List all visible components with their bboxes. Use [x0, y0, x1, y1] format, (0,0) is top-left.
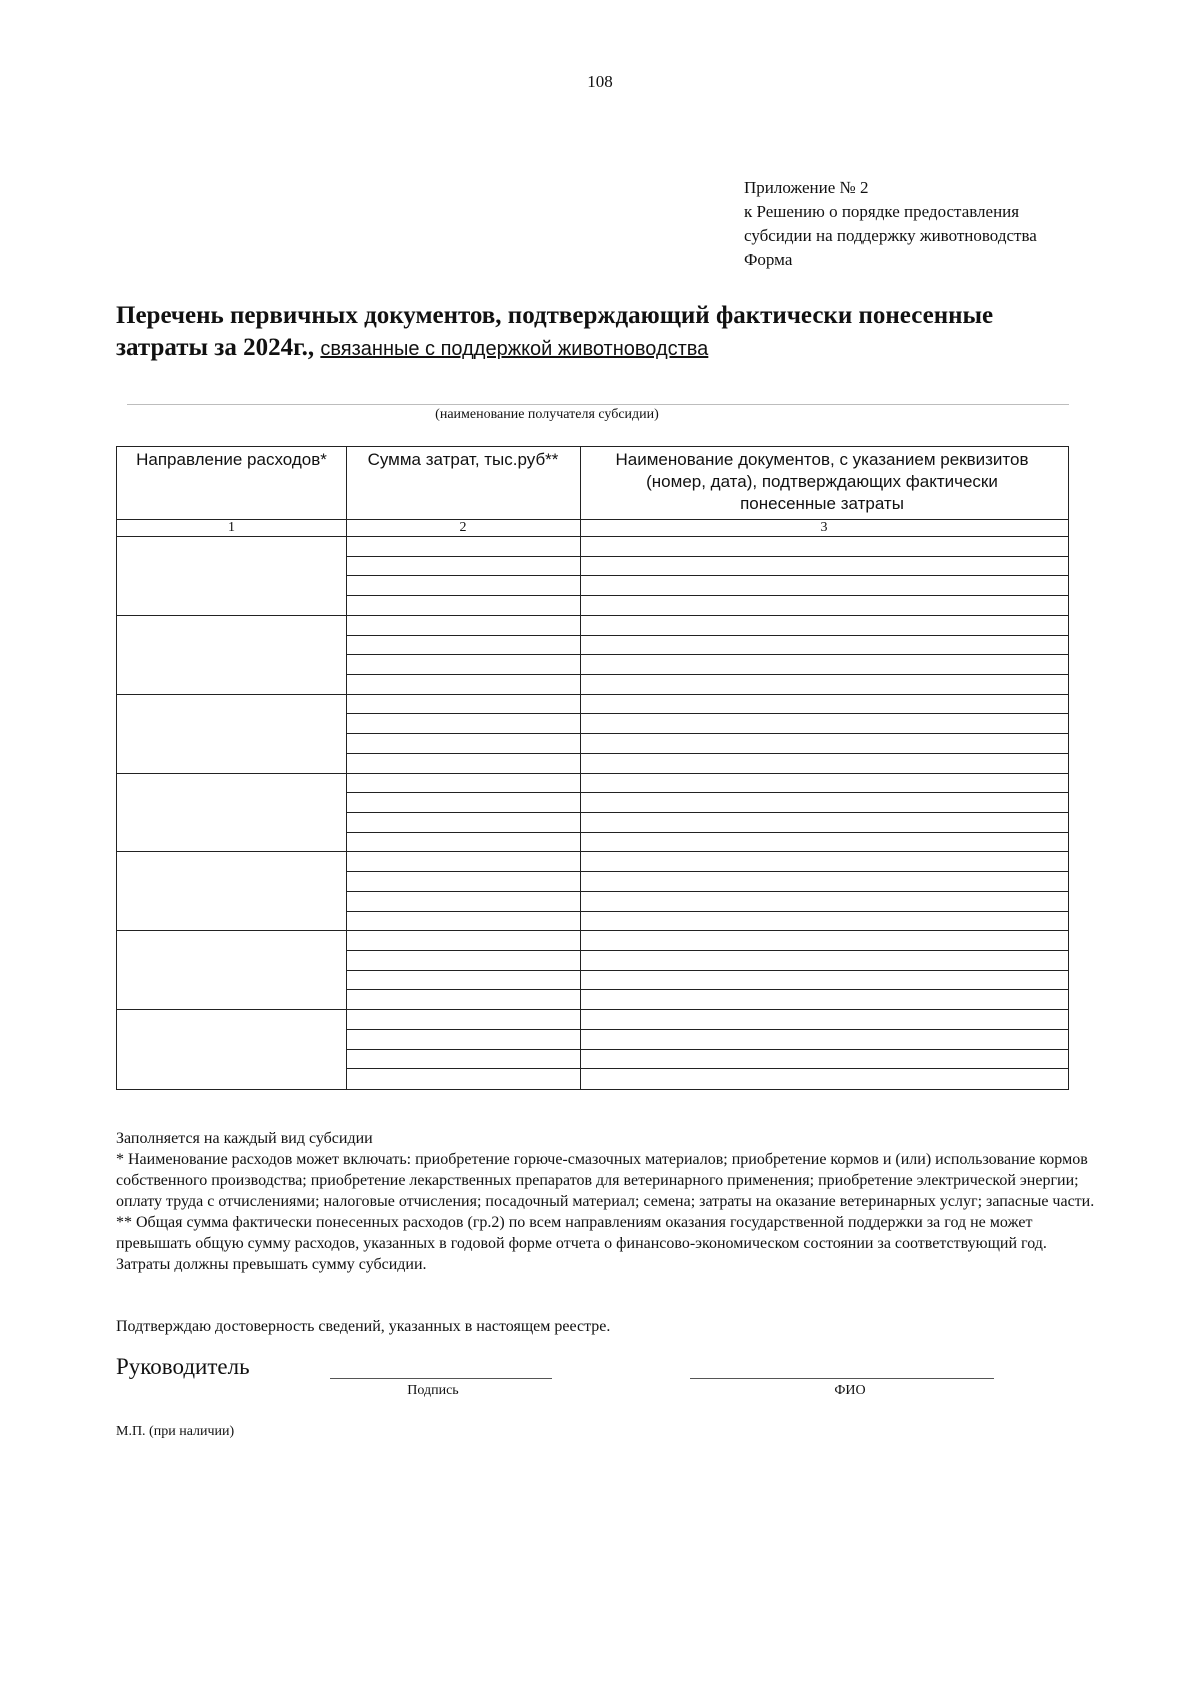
- expense-amount-cell[interactable]: [346, 1069, 580, 1089]
- expense-amount-cell[interactable]: [346, 1030, 580, 1049]
- expense-amount-cell[interactable]: [346, 852, 580, 871]
- expense-amount-cell[interactable]: [346, 774, 580, 793]
- note-total-limit: ** Общая сумма фактически понесенных расходов (гр.2) по всем направлениям оказания государственной поддержки за год не может превышать общую сумму расходов, указанных в годовой форме отчета о финансово-экономическом состоянии за соответствующий год. Затраты должны превышать сумму субсидии.: [116, 1214, 1047, 1273]
- appendix-line: Приложение № 2: [744, 178, 869, 197]
- expense-amount-cell[interactable]: [346, 1050, 580, 1069]
- title-line-2-main: затраты за 2024г.,: [116, 334, 315, 361]
- table-row: [346, 813, 1068, 833]
- notes-block: [116, 1128, 1101, 1275]
- header-documents: Наименование документов, с указанием реквизитов (номер, дата), подтверждающих фактически понесенные затраты: [615, 450, 1029, 513]
- table-row: [346, 852, 1068, 872]
- table-header-row: [117, 447, 1068, 520]
- expense-amount-cell[interactable]: [346, 695, 580, 714]
- document-details-cell[interactable]: [580, 1050, 1068, 1069]
- expense-direction-cell[interactable]: [117, 537, 346, 615]
- expense-amount-cell[interactable]: [346, 971, 580, 990]
- table-row: [346, 1050, 1068, 1070]
- expense-amount-cell[interactable]: [346, 793, 580, 812]
- expense-direction-cell[interactable]: [117, 931, 346, 1009]
- table-row: [346, 872, 1068, 892]
- document-details-cell[interactable]: [580, 636, 1068, 655]
- title-subject: связанные с поддержкой животноводства: [320, 338, 709, 360]
- document-details-cell[interactable]: [580, 892, 1068, 911]
- document-details-cell[interactable]: [580, 951, 1068, 970]
- table-row: [346, 616, 1068, 636]
- document-details-cell[interactable]: [580, 695, 1068, 714]
- appendix-block: [744, 176, 1037, 272]
- expense-amount-cell[interactable]: [346, 537, 580, 556]
- signature-caption: Подпись: [407, 1383, 459, 1398]
- signature-line[interactable]: [330, 1378, 552, 1379]
- document-details-cell[interactable]: [580, 754, 1068, 774]
- expense-amount-cell[interactable]: [346, 655, 580, 674]
- document-details-cell[interactable]: [580, 971, 1068, 990]
- table-row: [346, 655, 1068, 675]
- full-name-caption: ФИО: [834, 1383, 866, 1398]
- table-row: [346, 833, 1068, 853]
- table-row: [346, 714, 1068, 734]
- table-row: [346, 1069, 1068, 1089]
- expense-amount-cell[interactable]: [346, 714, 580, 733]
- document-details-cell[interactable]: [580, 1010, 1068, 1029]
- table-row: [346, 971, 1068, 991]
- expense-group: [117, 537, 1068, 616]
- page-number: 108: [587, 72, 613, 91]
- table-row: [346, 931, 1068, 951]
- expense-amount-cell[interactable]: [346, 576, 580, 595]
- head-label: Руководитель: [116, 1354, 250, 1379]
- header-expense-amount: Сумма затрат, тыс.руб**: [367, 450, 559, 469]
- appendix-line: субсидии на поддержку животноводства: [744, 226, 1037, 245]
- table-row: [346, 557, 1068, 577]
- table-row: [346, 793, 1068, 813]
- expense-amount-cell[interactable]: [346, 990, 580, 1010]
- table-row: [346, 754, 1068, 774]
- document-details-cell[interactable]: [580, 576, 1068, 595]
- document-details-cell[interactable]: [580, 714, 1068, 733]
- table-row: [346, 951, 1068, 971]
- document-details-cell[interactable]: [580, 774, 1068, 793]
- document-details-cell[interactable]: [580, 655, 1068, 674]
- table-row: [346, 990, 1068, 1010]
- document-title: [116, 300, 1126, 365]
- document-details-cell[interactable]: [580, 912, 1068, 932]
- appendix-line: к Решению о порядке предоставления: [744, 202, 1020, 221]
- recipient-name-line[interactable]: [127, 404, 1069, 405]
- expense-group: [117, 931, 1068, 1010]
- note-expense-types: * Наименование расходов может включать: приобретение горюче-смазочных материалов; приобретение кормов и (или) использование кормов собственного производства; приобретение лекарственных препаратов для ветеринарного применения; приобретение электрической энергии; оплату труда с отчислениями; налоговые отчисления; посадочный материал; семена; затраты на оказание ветеринарных услуг; запасные части.: [116, 1151, 1095, 1210]
- document-details-cell[interactable]: [580, 675, 1068, 695]
- expense-amount-cell[interactable]: [346, 754, 580, 774]
- expense-amount-cell[interactable]: [346, 892, 580, 911]
- expense-direction-cell[interactable]: [117, 616, 346, 694]
- expense-direction-cell[interactable]: [117, 695, 346, 773]
- document-details-cell[interactable]: [580, 872, 1068, 891]
- expense-direction-cell[interactable]: [117, 1010, 346, 1089]
- expense-group: [117, 1010, 1068, 1089]
- table-row: [346, 675, 1068, 695]
- stamp-label: М.П. (при наличии): [116, 1424, 235, 1439]
- column-number: 3: [820, 520, 828, 535]
- column-number-row: [117, 520, 1068, 537]
- table-row: [346, 596, 1068, 616]
- document-details-cell[interactable]: [580, 852, 1068, 871]
- expense-group: [117, 852, 1068, 931]
- table-row: [346, 912, 1068, 932]
- table-row: [346, 892, 1068, 912]
- table-row: [346, 537, 1068, 557]
- document-details-cell[interactable]: [580, 931, 1068, 950]
- expense-amount-cell[interactable]: [346, 675, 580, 695]
- document-details-cell[interactable]: [580, 596, 1068, 616]
- document-details-cell[interactable]: [580, 813, 1068, 832]
- column-number: 2: [459, 520, 467, 535]
- document-details-cell[interactable]: [580, 537, 1068, 556]
- expense-amount-cell[interactable]: [346, 931, 580, 950]
- expense-direction-cell[interactable]: [117, 774, 346, 852]
- full-name-line[interactable]: [690, 1378, 994, 1379]
- expense-group: [117, 774, 1068, 853]
- document-details-cell[interactable]: [580, 833, 1068, 853]
- table-row: [346, 576, 1068, 596]
- expense-amount-cell[interactable]: [346, 616, 580, 635]
- expense-group: [117, 695, 1068, 774]
- expense-amount-cell[interactable]: [346, 1010, 580, 1029]
- expense-amount-cell[interactable]: [346, 596, 580, 616]
- table-body: [117, 537, 1068, 1089]
- table-row: [346, 1030, 1068, 1050]
- confirmation-statement: Подтверждаю достоверность сведений, указанных в настоящем реестре.: [116, 1318, 611, 1335]
- document-details-cell[interactable]: [580, 1030, 1068, 1049]
- header-expense-direction: Направление расходов*: [136, 450, 327, 469]
- table-row: [346, 695, 1068, 715]
- expense-amount-cell[interactable]: [346, 636, 580, 655]
- expense-documents-table: [116, 446, 1069, 1090]
- column-number: 1: [228, 520, 235, 535]
- notes-intro: Заполняется на каждый вид субсидии: [116, 1130, 373, 1147]
- document-details-cell[interactable]: [580, 616, 1068, 635]
- recipient-caption: (наименование получателя субсидии): [435, 407, 659, 422]
- table-row: [346, 734, 1068, 754]
- table-row: [346, 774, 1068, 794]
- document-details-cell[interactable]: [580, 990, 1068, 1010]
- appendix-line: Форма: [744, 250, 793, 269]
- expense-group: [117, 616, 1068, 695]
- expense-amount-cell[interactable]: [346, 833, 580, 853]
- document-details-cell[interactable]: [580, 793, 1068, 812]
- expense-amount-cell[interactable]: [346, 872, 580, 891]
- document-details-cell[interactable]: [580, 1069, 1068, 1089]
- expense-amount-cell[interactable]: [346, 951, 580, 970]
- expense-amount-cell[interactable]: [346, 734, 580, 753]
- title-line-1: Перечень первичных документов, подтверждающий фактически понесенные: [116, 302, 994, 329]
- document-details-cell[interactable]: [580, 734, 1068, 753]
- expense-direction-cell[interactable]: [117, 852, 346, 930]
- table-row: [346, 636, 1068, 656]
- title-line-2: [116, 332, 1126, 365]
- expense-amount-cell[interactable]: [346, 813, 580, 832]
- expense-amount-cell[interactable]: [346, 557, 580, 576]
- expense-amount-cell[interactable]: [346, 912, 580, 932]
- document-details-cell[interactable]: [580, 557, 1068, 576]
- table-row: [346, 1010, 1068, 1030]
